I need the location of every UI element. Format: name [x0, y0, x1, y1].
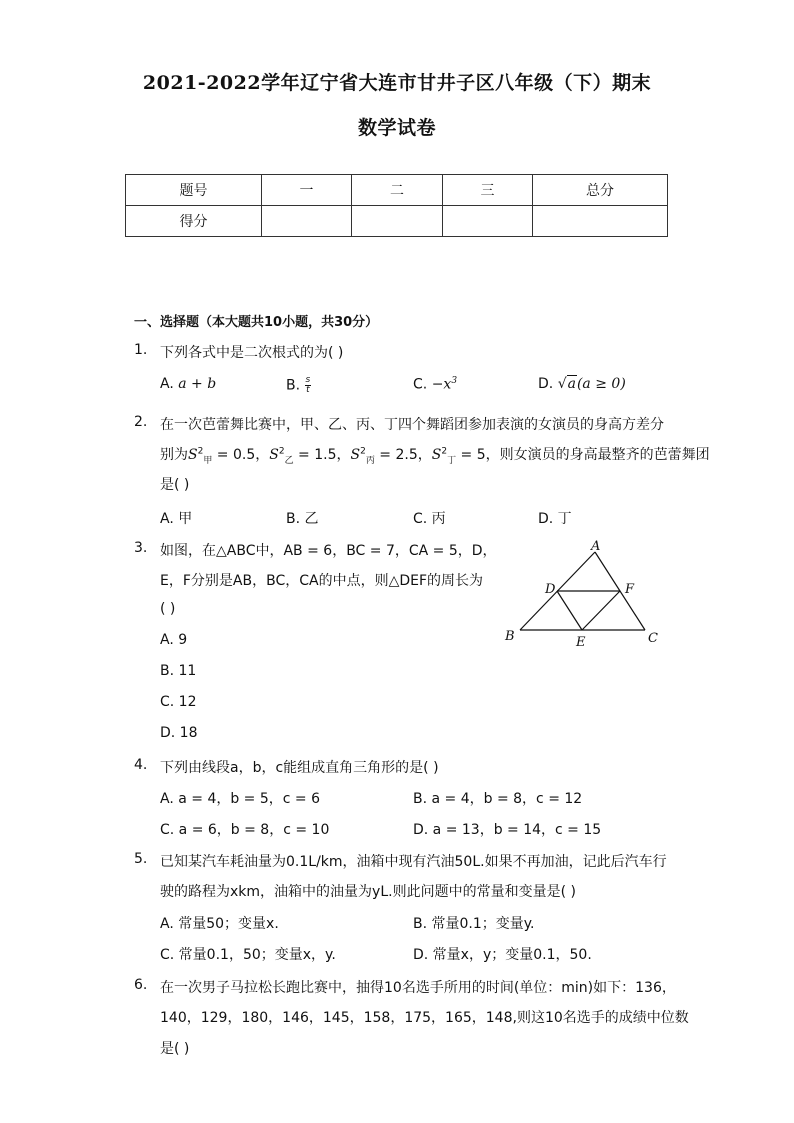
subscript-ding: 丁	[447, 455, 457, 466]
header-cell-part2: 二	[352, 175, 443, 206]
label-D: D	[545, 582, 556, 597]
denominator: t	[306, 385, 310, 395]
q5-option-d[interactable]: D. 常量x，y；变量0.1，50.	[413, 947, 592, 963]
label-F: F	[625, 582, 635, 597]
q5-option-a[interactable]: A. 常量50；变量x.	[160, 916, 279, 932]
question-number: 3.	[134, 540, 148, 556]
q2-option-a[interactable]: A. 甲	[160, 511, 193, 527]
variance-symbol: S	[350, 447, 361, 463]
radicand: a	[567, 376, 576, 392]
option-math: a + b	[178, 376, 217, 392]
q1-option-d[interactable]	[538, 376, 626, 392]
label-A: A	[591, 539, 601, 554]
question-number: 4.	[134, 757, 148, 773]
score-table-score-row	[126, 206, 668, 237]
variance-symbol: S	[188, 447, 198, 463]
variance-symbol: S	[269, 447, 279, 463]
q3-option-d[interactable]: D. 18	[160, 725, 198, 741]
q3-option-a[interactable]: A. 9	[160, 632, 188, 648]
condition: (a ≥ 0)	[576, 376, 626, 392]
square: 2	[197, 446, 204, 457]
q2-option-b[interactable]: B. 乙	[286, 511, 319, 527]
variance-symbol: S	[431, 447, 442, 463]
header-cell-part1: 一	[262, 175, 352, 206]
square: 2	[441, 446, 448, 457]
subscript-bing: 丙	[365, 455, 375, 466]
exponent: 3	[451, 376, 458, 386]
triangle-figure	[500, 538, 670, 653]
square: 2	[360, 446, 366, 457]
question-number: 5.	[134, 851, 148, 867]
q1-option-b[interactable]	[286, 376, 311, 395]
q2-option-c[interactable]: C. 丙	[413, 511, 446, 527]
score-table-header-row	[126, 175, 668, 206]
value: = 1.5，	[293, 447, 351, 463]
section-heading: 一、选择题（本大题共10小题，共30分）	[134, 315, 379, 330]
q5-option-b[interactable]: B. 常量0.1；变量y.	[413, 916, 535, 932]
subscript-jia: 甲	[203, 455, 213, 466]
question-4-text: 下列由线段a，b，c能组成直角三角形的是( )	[160, 760, 439, 776]
q1-option-c[interactable]	[413, 376, 457, 393]
q4-option-a[interactable]: A. a = 4，b = 5，c = 6	[160, 791, 321, 807]
question-2-line1: 在一次芭蕾舞比赛中，甲、乙、丙、丁四个舞蹈团参加表演的女演员的身高方差分	[160, 417, 664, 433]
header-cell-total: 总分	[533, 175, 668, 206]
question-3-line1: 如图，在△ABC中，AB = 6，BC = 7，CA = 5，D，	[160, 543, 497, 559]
question-number: 2.	[134, 414, 148, 430]
q2-option-d[interactable]: D. 丁	[538, 511, 572, 527]
header-cell-part3: 三	[443, 175, 533, 206]
score-cell-total[interactable]	[533, 206, 668, 237]
option-label: C.	[413, 376, 428, 393]
question-5-line1: 已知某汽车耗油量为0.1L/km，油箱中现有汽油50L.如果不再加油，记此后汽车行	[160, 854, 667, 870]
q4-option-b[interactable]: B. a = 4，b = 8，c = 12	[413, 791, 583, 807]
segment-DE	[557, 591, 582, 630]
option-math: −x	[431, 376, 452, 393]
q1-option-a[interactable]	[160, 376, 216, 392]
q4-option-d[interactable]: D. a = 13，b = 14，c = 15	[413, 822, 602, 838]
score-cell-part1[interactable]	[262, 206, 352, 237]
question-6-line3: 是( )	[160, 1041, 190, 1057]
question-2-line3: 是( )	[160, 477, 190, 493]
label-C: C	[648, 631, 658, 646]
subscript-yi: 乙	[284, 455, 294, 466]
exam-title-line2: 数学试卷	[357, 117, 436, 139]
square: 2	[278, 446, 285, 457]
question-number: 1.	[134, 342, 148, 358]
label-B: B	[505, 629, 515, 644]
row-label-score: 得分	[126, 206, 262, 237]
score-cell-part2[interactable]	[352, 206, 443, 237]
option-label: A.	[160, 376, 174, 392]
question-3-line3: ( )	[160, 601, 176, 617]
exam-title-line1: 2021-2022学年辽宁省大连市甘井子区八年级（下）期末	[142, 72, 652, 94]
value: = 0.5，	[212, 447, 270, 463]
radical-sign-icon: √	[557, 376, 567, 392]
question-3-line2: E，F分别是AB，BC，CA的中点，则△DEF的周长为	[160, 573, 484, 589]
segment-EF	[582, 591, 620, 630]
label-E: E	[576, 635, 586, 650]
question-1-text: 下列各式中是二次根式的为( )	[160, 345, 344, 361]
score-cell-part3[interactable]	[443, 206, 533, 237]
option-label: B.	[286, 377, 301, 394]
q5-option-c[interactable]: C. 常量0.1，50；变量x，y.	[160, 947, 336, 963]
q3-option-c[interactable]: C. 12	[160, 694, 197, 710]
score-table	[125, 174, 668, 237]
question-6-line1: 在一次男子马拉松长跑比赛中，抽得10名选手所用的时间(单位：min)如下：136，	[160, 980, 676, 996]
option-label: D.	[538, 376, 554, 392]
numerator: s	[305, 375, 311, 385]
question-2-line2	[160, 444, 710, 466]
q3-option-b[interactable]: B. 11	[160, 663, 197, 679]
text: 别为	[160, 447, 188, 463]
value: = 5，则女演员的身高最整齐的芭蕾舞团	[456, 447, 710, 463]
question-6-line2: 140，129，180，146，145，158，175，165，148,则这10名选手的成绩中位数	[160, 1010, 689, 1026]
question-5-line2: 驶的路程为xkm，油箱中的油量为yL.则此问题中的常量和变量是( )	[160, 884, 576, 900]
value: = 2.5，	[374, 447, 432, 463]
header-cell-question-no: 题号	[126, 175, 262, 206]
question-number: 6.	[134, 977, 148, 993]
q4-option-c[interactable]: C. a = 6，b = 8，c = 10	[160, 822, 330, 838]
fraction	[305, 376, 312, 395]
